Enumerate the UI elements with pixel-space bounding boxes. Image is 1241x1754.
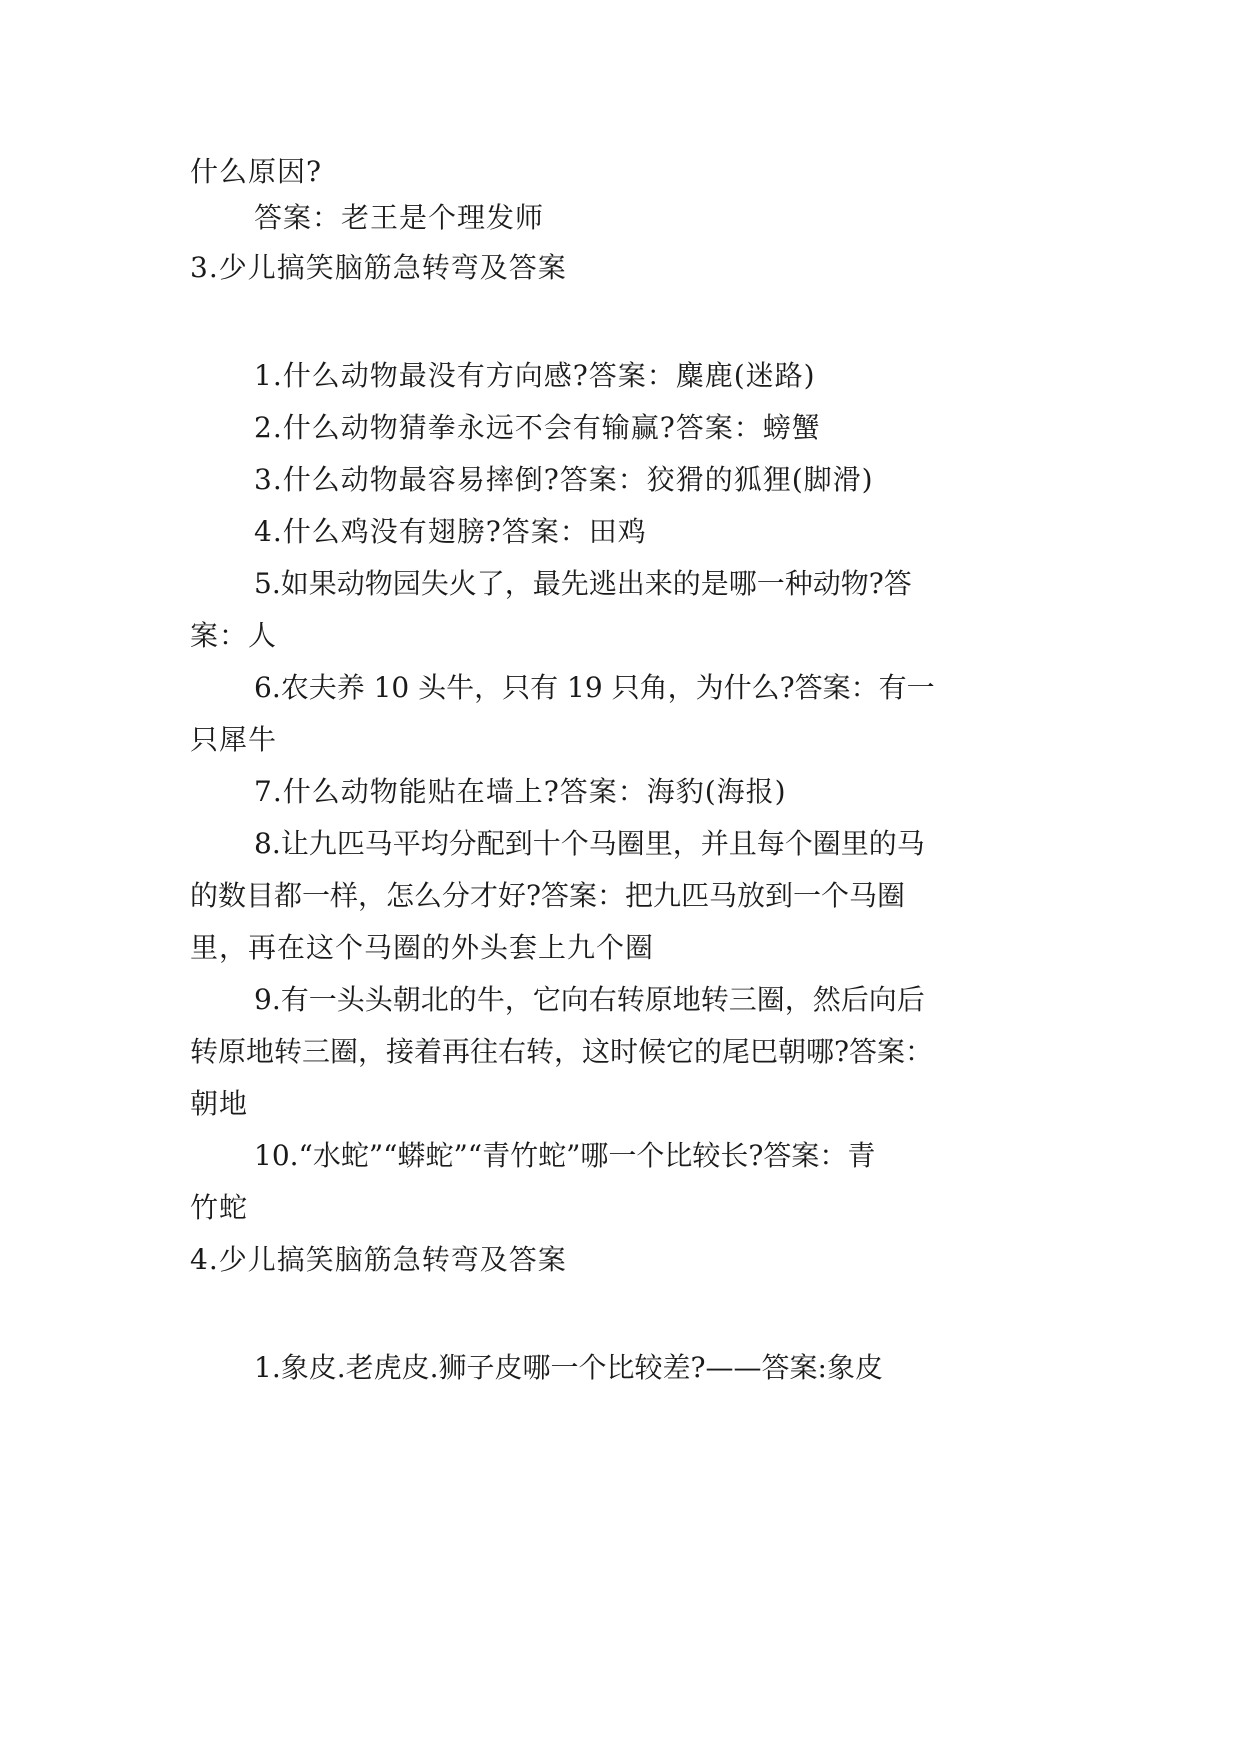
question-item: 1.象皮.老虎皮.狮子皮哪一个比较差?——答案:象皮 — [254, 1351, 883, 1384]
question-item: 10.“水蛇”“蟒蛇”“青竹蛇”哪一个比较长?答案：青 — [254, 1139, 876, 1172]
text-line: 朝地 — [190, 1087, 249, 1120]
text-line: 答案：老王是个理发师 — [254, 201, 545, 234]
section-heading: 3.少儿搞笑脑筋急转弯及答案 — [190, 251, 567, 284]
question-item: 3.什么动物最容易摔倒?答案：狡猾的狐狸(脚滑) — [254, 463, 874, 496]
question-item: 9.有一头头朝北的牛，它向右转原地转三圈，然后向后 — [254, 983, 925, 1016]
question-item: 4.什么鸡没有翅膀?答案：田鸡 — [254, 515, 647, 548]
question-item: 2.什么动物猜拳永远不会有输赢?答案：螃蟹 — [254, 411, 821, 444]
text-line: 什么原因? — [190, 155, 323, 188]
question-item: 6.农夫养 10 头牛，只有 19 只角，为什么?答案：有一 — [254, 671, 935, 704]
text-line: 里，再在这个马圈的外头套上九个圈 — [190, 931, 655, 964]
text-line: 竹蛇 — [190, 1191, 249, 1224]
text-line: 转原地转三圈，接着再往右转，这时候它的尾巴朝哪?答案： — [190, 1035, 934, 1068]
text-line: 案：人 — [190, 619, 278, 652]
text-line: 的数目都一样，怎么分才好?答案：把九匹马放到一个马圈 — [190, 879, 906, 912]
question-item: 7.什么动物能贴在墙上?答案：海豹(海报) — [254, 775, 787, 808]
question-item: 1.什么动物最没有方向感?答案：麋鹿(迷路) — [254, 359, 816, 392]
question-item: 8.让九匹马平均分配到十个马圈里，并且每个圈里的马 — [254, 827, 925, 860]
question-item: 5.如果动物园失火了，最先逃出来的是哪一种动物?答 — [254, 567, 912, 600]
text-line: 只犀牛 — [190, 723, 278, 756]
section-heading: 4.少儿搞笑脑筋急转弯及答案 — [190, 1243, 567, 1276]
